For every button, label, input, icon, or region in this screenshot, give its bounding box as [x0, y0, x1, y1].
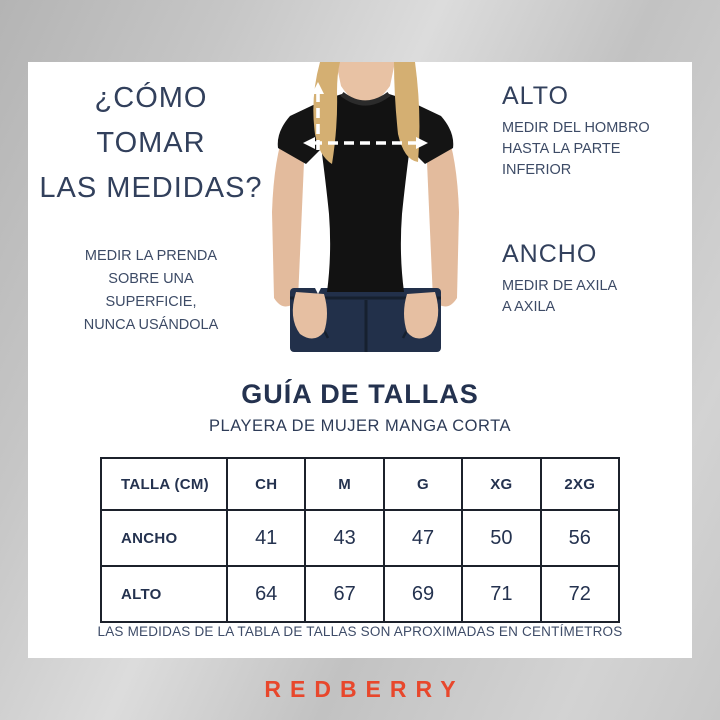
table-row-alto	[101, 566, 619, 622]
size-table	[100, 457, 620, 623]
cell-alto-xg: 71	[462, 566, 540, 622]
table-footnote: LAS MEDIDAS DE LA TABLA DE TALLAS SON APROXIMADAS EN CENTÍMETROS	[97, 624, 623, 639]
alto-desc-line: INFERIOR	[502, 162, 572, 178]
size-table-header-row	[101, 458, 619, 510]
ancho-measure-block	[502, 240, 692, 318]
instruction-line: MEDIR LA PRENDA	[84, 248, 218, 264]
instruction-line: SUPERFICIE,	[105, 294, 197, 310]
cell-alto-ch: 64	[227, 566, 305, 622]
tshirt-photo	[258, 62, 473, 352]
cell-ancho-ch: 41	[227, 510, 305, 566]
cell-ancho-g: 47	[384, 510, 462, 566]
header-cell-2xg: 2XG	[541, 458, 619, 510]
alto-desc-line: HASTA LA PARTE	[502, 141, 621, 157]
how-to-title-line1: ¿CÓMO TOMAR	[94, 82, 208, 159]
header-cell-xg: XG	[462, 458, 540, 510]
brand-logo: REDBERRY	[264, 675, 465, 702]
content-card	[28, 62, 692, 658]
header-cell-g: G	[384, 458, 462, 510]
instruction-line: NUNCA USÁNDOLA	[83, 317, 219, 333]
how-to-instructions	[36, 245, 266, 337]
brand-band	[0, 658, 720, 720]
cell-ancho-m: 43	[305, 510, 383, 566]
how-to-title-line2: LAS MEDIDAS?	[39, 172, 263, 204]
size-guide-title: GUÍA DE TALLAS	[241, 379, 479, 409]
header-cell-talla: TALLA (CM)	[101, 458, 227, 510]
size-guide-subtitle: PLAYERA DE MUJER MANGA CORTA	[209, 417, 511, 435]
cell-ancho-xg: 50	[462, 510, 540, 566]
row-label-ancho: ANCHO	[101, 510, 227, 566]
alto-description	[502, 118, 692, 181]
instruction-line: SOBRE UNA	[108, 271, 194, 287]
header-cell-ch: CH	[227, 458, 305, 510]
table-row-ancho	[101, 510, 619, 566]
cell-ancho-2xg: 56	[541, 510, 619, 566]
ancho-description	[502, 276, 692, 318]
alto-desc-line: MEDIR DEL HOMBRO	[502, 120, 650, 136]
cell-alto-m: 67	[305, 566, 383, 622]
ancho-desc-line: A AXILA	[502, 299, 556, 315]
alto-label: ALTO	[502, 82, 569, 110]
header-cell-m: M	[305, 458, 383, 510]
alto-measure-block	[502, 82, 692, 181]
ancho-label: ANCHO	[502, 240, 598, 268]
ancho-desc-line: MEDIR DE AXILA	[502, 278, 618, 294]
cell-alto-2xg: 72	[541, 566, 619, 622]
cell-alto-g: 69	[384, 566, 462, 622]
tshirt-illustration	[258, 62, 473, 352]
row-label-alto: ALTO	[101, 566, 227, 622]
how-to-measure-block	[36, 76, 266, 337]
